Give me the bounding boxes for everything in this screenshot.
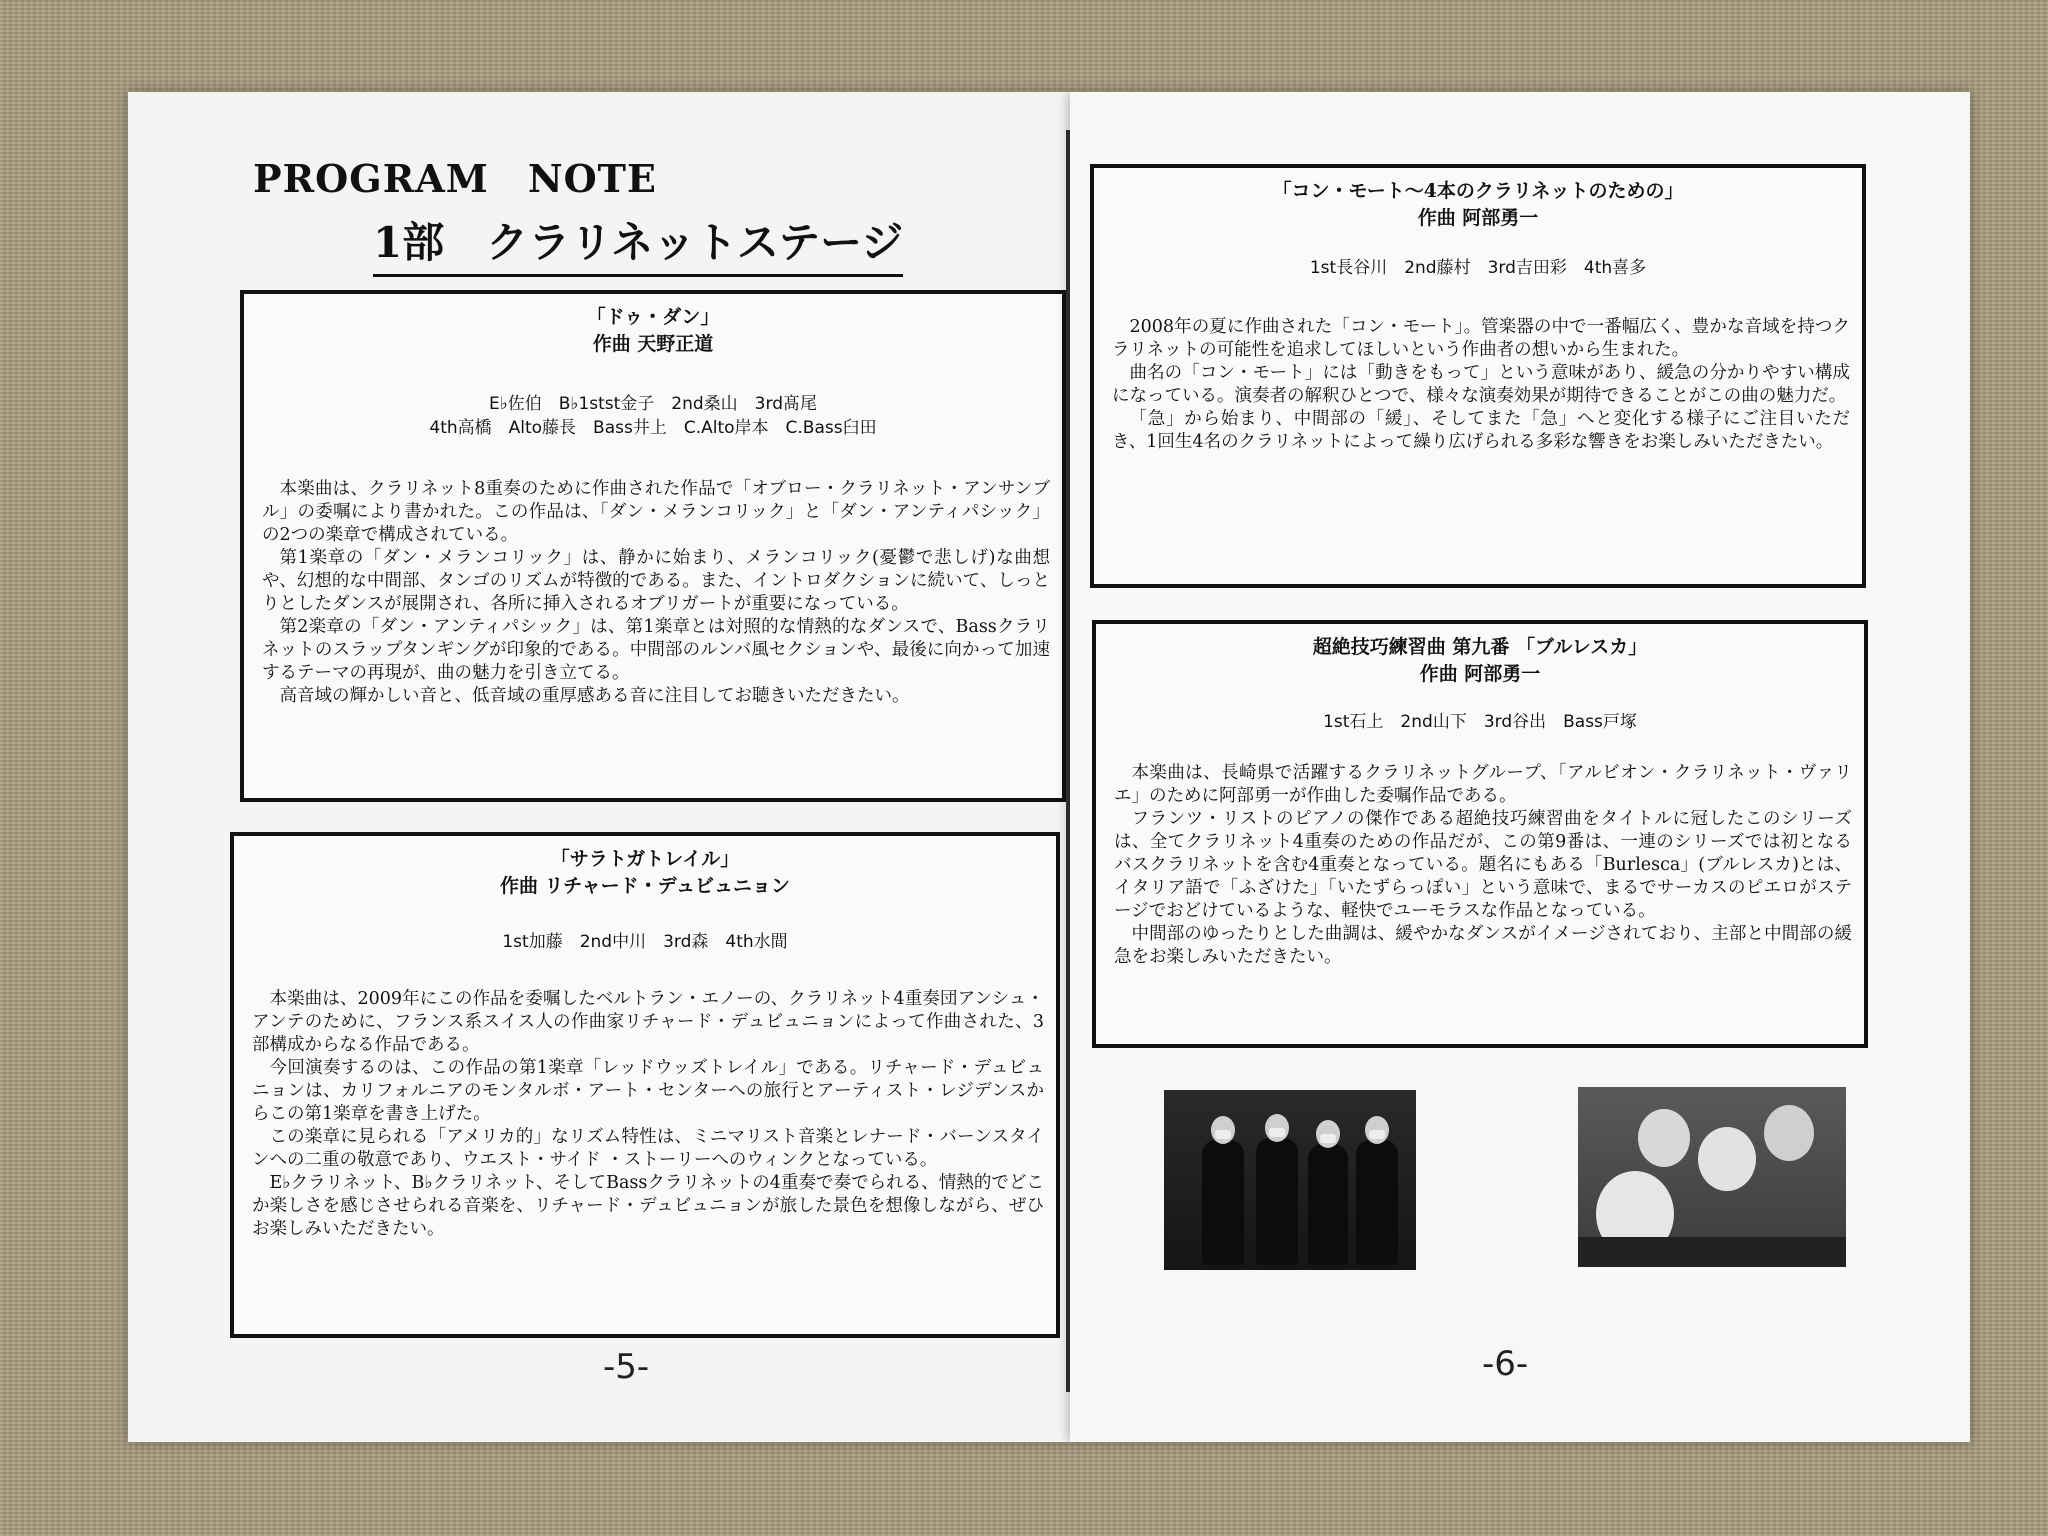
face-mask [1215, 1130, 1231, 1139]
photo-quartet-formal [1164, 1090, 1416, 1270]
left-page [128, 92, 1070, 1442]
performers: 1st石上 2nd山下 3rd谷出 Bass戸塚 [1323, 712, 1637, 732]
paragraph: 中間部のゆったりとした曲調は、緩やかなダンスがイメージされており、主部と中間部の緩急をお楽しみいただきたい。 [1114, 924, 1852, 967]
photo-quartet-selfie [1578, 1087, 1846, 1267]
body [1578, 1237, 1846, 1267]
paragraph: 第2楽章の「ダン・アンティパシック」は、第1楽章とは対照的な情熱的なダンスで、Bassクラリネットのスラップタンギングが印象的である。中間部のルンバ風セクションや、最後に向かって加速するテーマの再現が、曲の魅力を引き立てる。 [262, 617, 1050, 683]
performer-silhouette [1308, 1144, 1348, 1265]
paragraph: 本楽曲は、長崎県で活躍するクラリネットグループ、「アルビオン・クラリネット・ヴァリエ」のために阿部勇一が作曲した委嘱作品である。 [1114, 763, 1852, 806]
face [1764, 1105, 1814, 1161]
piece-description [1094, 316, 1862, 454]
face-mask [1369, 1130, 1385, 1139]
piece-title: 「サラトガトレイル」 [550, 848, 740, 870]
face-mask [1320, 1134, 1336, 1143]
performers-line-1: E♭佐伯 B♭1stst金子 2nd桑山 3rd髙尾 [489, 394, 817, 414]
paragraph: 本楽曲は、2009年にこの作品を委嘱したベルトラン・エノーの、クラリネット4重奏団アンシュ・アンテのために、フランス系スイス人の作曲家リチャード・デュビュニョンによって作曲された、3部構成からなる作品である。 [252, 989, 1044, 1055]
piece-box-saratoga-trail [230, 832, 1060, 1338]
piece-title: 超絶技巧練習曲 第九番 「ブルレスカ」 [1312, 636, 1648, 658]
paragraph: 今回演奏するのは、この作品の第1楽章「レッドウッズトレイル」である。リチャード・デュビュニョンは、カリフォルニアのモンタルボ・アート・センターへの旅行とアーティスト・レジデンスからこの第1楽章を書き上げた。 [252, 1058, 1044, 1124]
piece-title: 「コン・モート～4本のクラリネットのための」 [1272, 180, 1684, 202]
piece-composer: 作曲 阿部勇一 [1417, 207, 1539, 229]
performers: 1st長谷川 2nd藤村 3rd吉田彩 4th喜多 [1309, 258, 1647, 278]
face [1698, 1127, 1756, 1191]
paragraph: 「急」から始まり、中間部の「緩」、そしてまた「急」へと変化する様子にご注目いただき、1回生4名のクラリネットによって繰り広げられる多彩な響きをお楽しみいただきたい。 [1112, 409, 1850, 452]
piece-description [234, 988, 1056, 1241]
paragraph: この楽章に見られる「アメリカ的」なリズム特性は、ミニマリスト音楽とレナード・バーンスタインへの二重の敬意であり、ウエスト・サイド ・ストーリーへのウィンクとなっている。 [252, 1127, 1044, 1170]
paragraph: フランツ・リストのピアノの傑作である超絶技巧練習曲をタイトルに冠したこのシリーズは、全てクラリネット4重奏のための作品だが、この第9番は、一連のシリーズでは初となるバスクラリネットを含む4重奏となっている。題名にもある「Burlesca」(ブルレスカ)とは、イタリア語で「ふざけた」「いたずらっぽい」という意味で、まるでサーカスのピエロがステージでおどけているような、軽快でユーモラスな作品となっている。 [1114, 809, 1852, 921]
piece-description [1096, 762, 1864, 969]
performer-silhouette [1356, 1140, 1398, 1265]
page-number: -6- [1482, 1344, 1529, 1384]
paragraph: E♭クラリネット、B♭クラリネット、そしてBassクラリネットの4重奏で奏でられる、情熱的でどこか楽しさを感じさせられる音楽を、リチャード・デュビュニョンが旅した景色を想像しながら、ぜひお楽しみいただきたい。 [252, 1173, 1044, 1239]
paragraph: 高音域の輝かしい音と、低音域の重厚感ある音に注目してお聴きいただきたい。 [279, 686, 910, 706]
face-mask [1269, 1128, 1285, 1137]
paragraph: 曲名の「コン・モート」には「動きをもって」という意味があり、緩急の分かりやすい構成になっている。演奏者の解釈ひとつで、様々な演奏効果が期待できることがこの曲の魅力だ。 [1112, 363, 1850, 406]
piece-composer: 作曲 天野正道 [592, 333, 714, 355]
performer-silhouette [1202, 1140, 1244, 1265]
piece-box-do-dan [240, 290, 1066, 802]
page-number: -5- [603, 1347, 650, 1387]
paragraph: 第1楽章の「ダン・メランコリック」は、静かに始まり、メランコリック(憂鬱で悲しげ)な曲想や、幻想的な中間部、タンゴのリズムが特徴的である。また、イントロダクションに続いて、しっとりとしたダンスが展開され、各所に挿入されるオブリガートが重要になっている。 [262, 548, 1050, 614]
face [1638, 1109, 1690, 1167]
piece-description [244, 478, 1062, 708]
performer-silhouette [1256, 1138, 1298, 1265]
program-note-header: PROGRAM NOTE [253, 156, 657, 201]
piece-composer: 作曲 阿部勇一 [1419, 663, 1541, 685]
performers: 1st加藤 2nd中川 3rd森 4th水間 [502, 932, 788, 952]
performers-line-2: 4th高橋 Alto藤長 Bass井上 C.Alto岸本 C.Bass臼田 [429, 418, 877, 438]
right-page [1070, 92, 1970, 1442]
piece-composer: 作曲 リチャード・デュビュニョン [499, 875, 791, 897]
stage-title: 1部 クラリネットステージ [373, 210, 903, 277]
paragraph: 2008年の夏に作曲された「コン・モート」。管楽器の中で一番幅広く、豊かな音域を持つクラリネットの可能性を追求してほしいという作曲者の想いから生まれた。 [1112, 317, 1850, 360]
piece-box-burlesca [1092, 620, 1868, 1048]
piece-title: 「ドゥ・ダン」 [586, 306, 720, 328]
piece-box-con-moto [1090, 164, 1866, 588]
paragraph: 本楽曲は、クラリネット8重奏のために作曲された作品で「オブロー・クラリネット・アンサンブル」の委嘱により書かれた。この作品は、「ダン・メランコリック」と「ダン・アンティパシック」の2つの楽章で構成されている。 [262, 479, 1050, 545]
